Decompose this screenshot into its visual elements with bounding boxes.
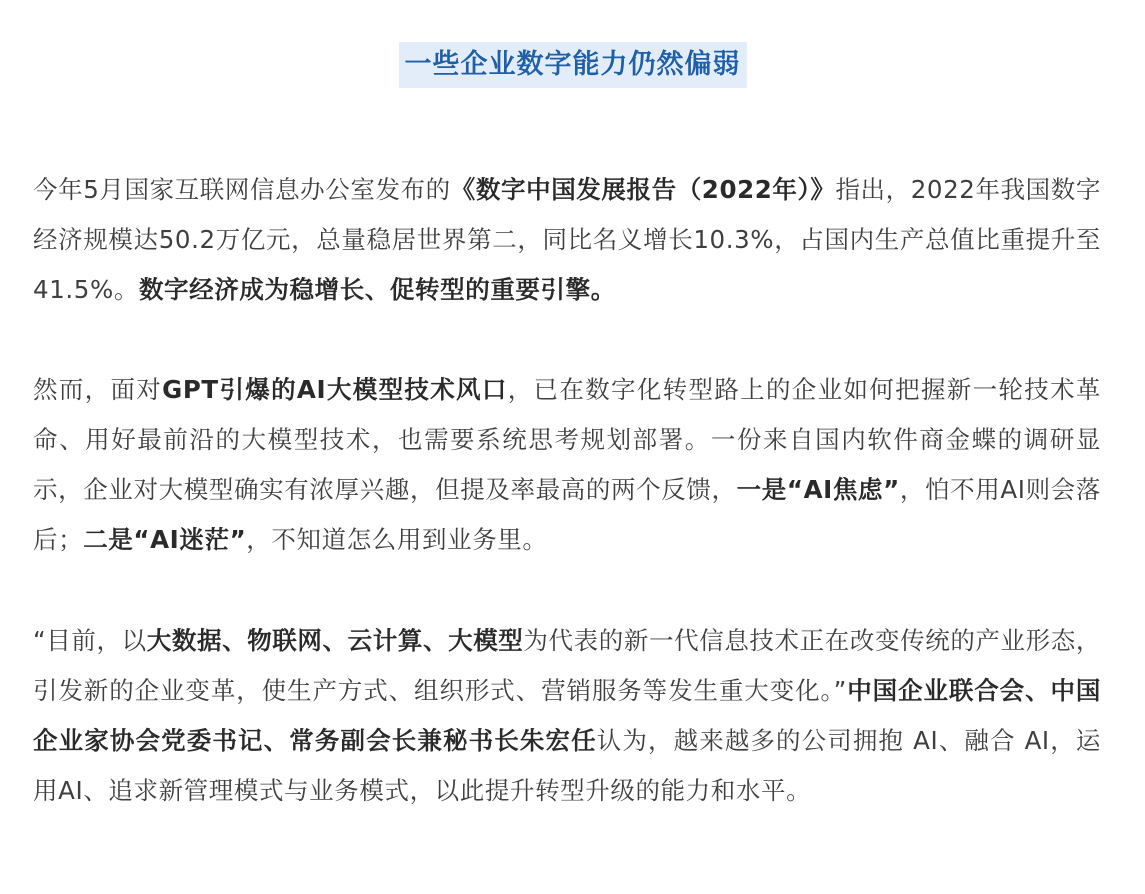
p2-bold-ai-anxiety: 一是“AI焦虑” xyxy=(736,475,900,504)
heading-container xyxy=(0,42,1145,88)
p2-bold-ai-confusion: 二是“AI迷茫” xyxy=(83,525,247,554)
p1-text-1: 今年5月国家互联网信息办公室发布的 xyxy=(33,175,451,204)
p2-text-4: ，不知道怎么用到业务里。 xyxy=(246,525,548,554)
p2-text-2: ，已在数字化转型路上的企业如何把握新一轮技术革命、用好最前沿的大模型技术，也需要系统思考规划部署。一份来自国内软件商金蝶的调研显示，企业对大模型确实有浓厚兴趣，但提及率最高的两个反馈， xyxy=(33,375,1101,504)
p3-bold-speaker: 中国企业联合会、中国企业家协会党委书记、常务副会长兼秘书长朱宏任 xyxy=(33,676,1101,755)
section-heading: 一些企业数字能力仍然偏弱 xyxy=(399,42,747,88)
p1-bold-report-title: 《数字中国发展报告（2022年）》 xyxy=(450,175,836,204)
p1-bold-conclusion: 数字经济成为稳增长、促转型的重要引擎。 xyxy=(138,275,616,304)
p3-bold-technologies: 大数据、物联网、云计算、大模型 xyxy=(146,626,524,655)
p2-bold-ai-wave: GPT引爆的AI大模型技术风口 xyxy=(162,375,508,404)
p2-text-1: 然而，面对 xyxy=(33,375,163,404)
p3-text-3: 认为，越来越多的公司拥抱 AI、融合 AI，运用AI、追求新管理模式与业务模式，以此提升转型升级的能力和水平。 xyxy=(33,726,1101,805)
p3-text-2: 为代表的新一代信息技术正在改变传统的产业形态，引发新的企业变革，使生产方式、组织形式、营销服务等发生重大变化。” xyxy=(33,626,1101,705)
paragraph-ai-challenge xyxy=(33,365,1101,565)
p2-text-3: ，怕不用AI则会落后； xyxy=(33,475,1101,554)
paragraph-quote xyxy=(33,616,1101,816)
paragraph-report-summary xyxy=(33,165,1101,315)
p3-text-1: “目前，以 xyxy=(33,626,147,655)
p1-text-2: 指出，2022年我国数字经济规模达50.2万亿元，总量稳居世界第二，同比名义增长10.3%，占国内生产总值比重提升至41.5%。 xyxy=(33,175,1101,304)
